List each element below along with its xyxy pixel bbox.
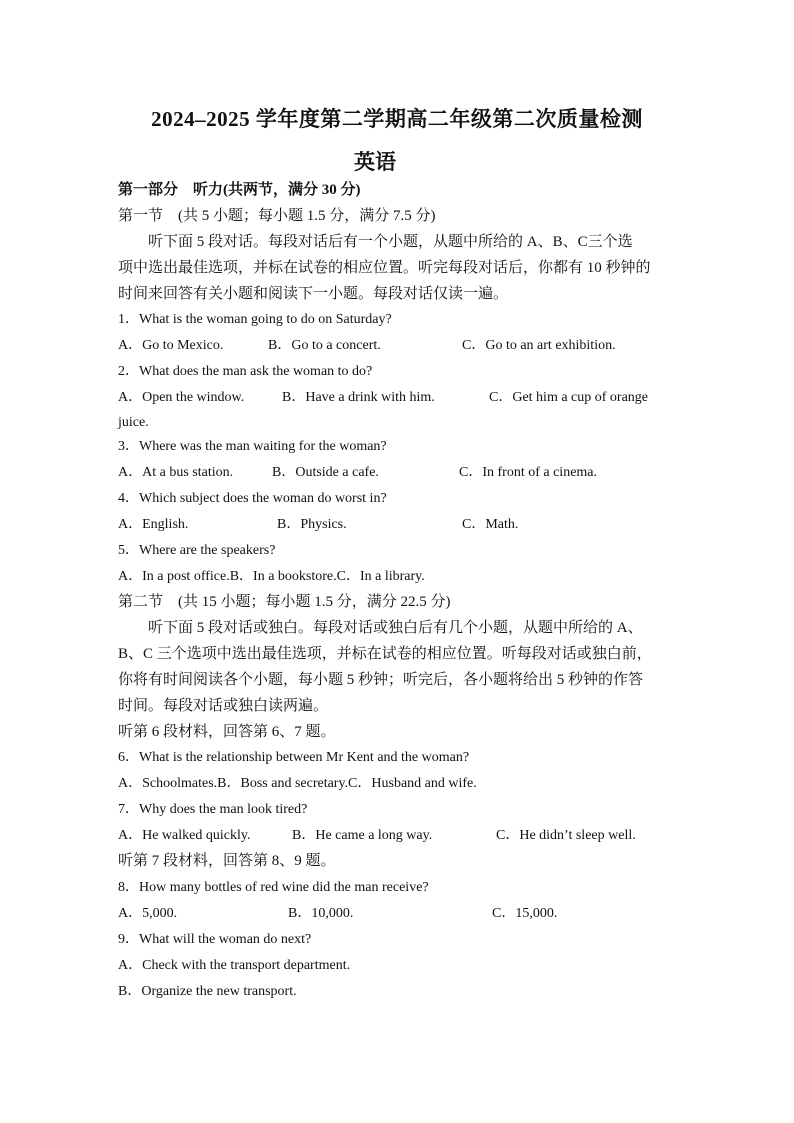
- option-b: B．Have a drink with him.: [282, 390, 435, 405]
- question-stem: 7．Why does the man look tired?: [118, 802, 308, 817]
- option-b: B．Physics.: [277, 517, 347, 532]
- option-a: A．He walked quickly.: [118, 828, 251, 843]
- section2-heading: 第二节 (共 15 小题；每小题 1.5 分，满分 22.5 分): [118, 594, 451, 610]
- question-stem: 9．What will the woman do next?: [118, 932, 312, 947]
- options-line: A．Schoolmates.B．Boss and secretary.C．Husband and wife.: [118, 776, 477, 791]
- option-b: B．Outside a cafe.: [272, 465, 379, 480]
- option-c: C．15,000.: [492, 906, 558, 921]
- section2-instruction-line: 你将有时间阅读各个小题，每小题 5 秒钟；听完后，各小题将给出 5 秒钟的作答: [118, 672, 644, 688]
- question-stem: 2．What does the man ask the woman to do?: [118, 364, 373, 379]
- option-c: C．In front of a cinema.: [459, 465, 598, 480]
- section2-instruction-line: 听下面 5 段对话或独白。每段对话或独白后有几个小题，从题中所给的 A、: [148, 620, 643, 636]
- option-b: B．Organize the new transport.: [118, 984, 297, 999]
- question-stem: 6．What is the relationship between Mr Kent and the woman?: [118, 750, 470, 765]
- option-c: C．Math.: [462, 517, 519, 532]
- option-c-continued: juice.: [118, 415, 149, 430]
- question-stem: 3．Where was the man waiting for the woman?: [118, 439, 387, 454]
- section2-instruction-line: 时间。每段对话或独白读两遍。: [118, 698, 329, 714]
- option-a: A．At a bus station.: [118, 465, 234, 480]
- section1-instruction-line: 项中选出最佳选项，并标在试卷的相应位置。听完每段对话后，你都有 10 秒钟的: [118, 260, 651, 276]
- section1-instruction-line: 时间来回答有关小题和阅读下一小题。每段对话仅读一遍。: [118, 286, 509, 302]
- exam-title: 2024–2025 学年度第二学期高二年级第二次质量检测: [151, 107, 643, 131]
- option-c: C．He didn’t sleep well.: [496, 828, 636, 843]
- question-stem: 4．Which subject does the woman do worst in?: [118, 491, 387, 506]
- option-b: B．10,000.: [288, 906, 354, 921]
- question-stem: 5．Where are the speakers?: [118, 543, 276, 558]
- question-stem: 8．How many bottles of red wine did the man receive?: [118, 880, 429, 895]
- section1-heading: 第一节 (共 5 小题；每小题 1.5 分，满分 7.5 分): [118, 208, 436, 224]
- section2-instruction-line: B、C 三个选项中选出最佳选项，并标在试卷的相应位置。听每段对话或独白前，: [118, 646, 652, 662]
- option-c: C．Go to an art exhibition.: [462, 338, 616, 353]
- option-a: A．Open the window.: [118, 390, 245, 405]
- option-a: A．English.: [118, 517, 189, 532]
- section1-instruction-line: 听下面 5 段对话。每段对话后有一个小题，从题中所给的 A、B、C三个选: [148, 234, 633, 250]
- option-a: A．5,000.: [118, 906, 178, 921]
- exam-subject: 英语: [354, 150, 396, 174]
- option-b: B．He came a long way.: [292, 828, 433, 843]
- option-a: A．Go to Mexico.: [118, 338, 224, 353]
- option-c: C．Get him a cup of orange: [489, 390, 649, 405]
- material-7-note: 听第 7 段材料，回答第 8、9 题。: [118, 853, 336, 869]
- part1-heading: 第一部分 听力(共两节，满分 30 分): [118, 182, 361, 198]
- option-b: B．Go to a concert.: [268, 338, 381, 353]
- question-stem: 1．What is the woman going to do on Saturday?: [118, 312, 392, 327]
- options-line: A．In a post office.B．In a bookstore.C．In a library.: [118, 569, 425, 584]
- material-6-note: 听第 6 段材料，回答第 6、7 题。: [118, 724, 336, 740]
- option-a: A．Check with the transport department.: [118, 958, 351, 973]
